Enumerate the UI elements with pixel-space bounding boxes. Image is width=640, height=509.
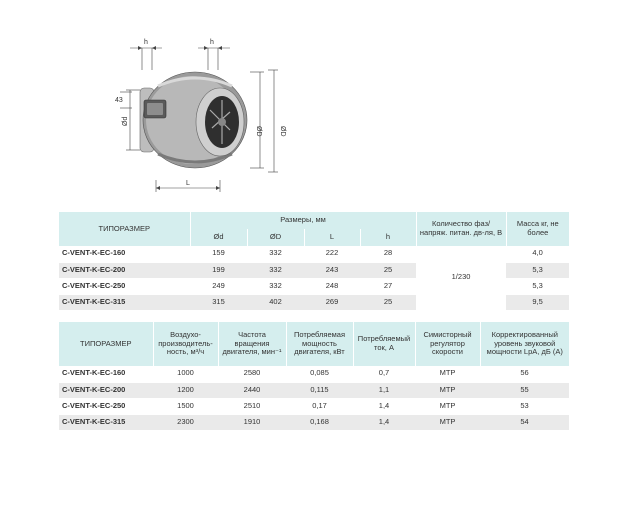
cell-mass: 5,3 bbox=[506, 262, 569, 278]
model-name: C-VENT-K-EC-315 bbox=[59, 414, 153, 430]
header-current: Потребляемый ток, А bbox=[353, 322, 415, 366]
model-name: C-VENT-K-EC-200 bbox=[59, 382, 153, 398]
subheader-D: ØD bbox=[247, 229, 304, 246]
cell-current: 1,4 bbox=[353, 414, 415, 430]
cell-mass: 5,3 bbox=[506, 278, 569, 294]
cell-regulator: MTP bbox=[415, 382, 480, 398]
subheader-d: Ød bbox=[190, 229, 247, 246]
cell-d: 199 bbox=[190, 262, 247, 278]
cell-L: 269 bbox=[304, 294, 360, 310]
cell-voltage: 1/230 bbox=[416, 246, 506, 310]
cell-regulator: MTP bbox=[415, 366, 480, 382]
fan-drawing bbox=[100, 30, 300, 200]
model-name: C-VENT-K-EC-250 bbox=[59, 398, 153, 414]
cell-airflow: 1000 bbox=[153, 366, 218, 382]
cell-d: 315 bbox=[190, 294, 247, 310]
subheader-L: L bbox=[304, 229, 360, 246]
fan-drawing-svg bbox=[100, 30, 300, 200]
header-rpm: Частота вращения двигателя, мин⁻¹ bbox=[218, 322, 286, 366]
header-power: Потребляемая мощность двигателя, кВт bbox=[286, 322, 353, 366]
cell-L: 248 bbox=[304, 278, 360, 294]
cell-airflow: 2300 bbox=[153, 414, 218, 430]
cell-L: 243 bbox=[304, 262, 360, 278]
cell-noise: 56 bbox=[480, 366, 569, 382]
header-mass: Масса кг, не более bbox=[506, 212, 569, 246]
cell-mass: 4,0 bbox=[506, 246, 569, 262]
cell-noise: 55 bbox=[480, 382, 569, 398]
header-type: ТИПОРАЗМЕР bbox=[59, 212, 190, 246]
table-row bbox=[59, 414, 569, 430]
cell-mass: 9,5 bbox=[506, 294, 569, 310]
model-name: C-VENT-K-EC-315 bbox=[59, 294, 190, 310]
cell-d: 249 bbox=[190, 278, 247, 294]
cell-rpm: 1910 bbox=[218, 414, 286, 430]
cell-h: 28 bbox=[360, 246, 416, 262]
cell-regulator: MTP bbox=[415, 398, 480, 414]
header-type: ТИПОРАЗМЕР bbox=[59, 322, 153, 366]
dim-h-left: h bbox=[144, 39, 148, 46]
cell-airflow: 1500 bbox=[153, 398, 218, 414]
header-sizes: Размеры, мм bbox=[190, 212, 416, 229]
header-phases: Количество фаз/ напряж. питан. дв-ля, В bbox=[416, 212, 506, 246]
cell-current: 1,1 bbox=[353, 382, 415, 398]
cell-D: 332 bbox=[247, 246, 304, 262]
cell-L: 222 bbox=[304, 246, 360, 262]
dimensions-table bbox=[59, 212, 569, 311]
cell-h: 27 bbox=[360, 278, 416, 294]
model-name: C-VENT-K-EC-160 bbox=[59, 366, 153, 382]
cell-power: 0,17 bbox=[286, 398, 353, 414]
model-name: C-VENT-K-EC-200 bbox=[59, 262, 190, 278]
cell-D: 332 bbox=[247, 278, 304, 294]
header-airflow: Воздухо-производитель-ность, м³/ч bbox=[153, 322, 218, 366]
cell-noise: 54 bbox=[480, 414, 569, 430]
cell-airflow: 1200 bbox=[153, 382, 218, 398]
table-row bbox=[59, 246, 569, 262]
cell-D: 402 bbox=[247, 294, 304, 310]
dim-43: 43 bbox=[115, 97, 123, 104]
cell-h: 25 bbox=[360, 262, 416, 278]
dim-length: L bbox=[186, 180, 190, 187]
cell-power: 0,168 bbox=[286, 414, 353, 430]
cell-d: 159 bbox=[190, 246, 247, 262]
cell-power: 0,115 bbox=[286, 382, 353, 398]
dim-d-big-right: ØD bbox=[279, 126, 286, 137]
cell-rpm: 2580 bbox=[218, 366, 286, 382]
cell-current: 1,4 bbox=[353, 398, 415, 414]
cell-rpm: 2510 bbox=[218, 398, 286, 414]
cell-h: 25 bbox=[360, 294, 416, 310]
cell-regulator: MTP bbox=[415, 414, 480, 430]
header-noise: Корректированный уровень звуковой мощности LpA, дБ (А) bbox=[480, 322, 569, 366]
dim-d-big: ØD bbox=[255, 126, 262, 137]
cell-D: 332 bbox=[247, 262, 304, 278]
header-regulator: Симисторный регулятор скорости bbox=[415, 322, 480, 366]
cell-rpm: 2440 bbox=[218, 382, 286, 398]
dim-h-right: h bbox=[210, 39, 214, 46]
table-row bbox=[59, 398, 569, 414]
cell-noise: 53 bbox=[480, 398, 569, 414]
model-name: C-VENT-K-EC-250 bbox=[59, 278, 190, 294]
cell-power: 0,085 bbox=[286, 366, 353, 382]
subheader-h: h bbox=[360, 229, 416, 246]
model-name: C-VENT-K-EC-160 bbox=[59, 246, 190, 262]
table-row bbox=[59, 366, 569, 382]
table-row bbox=[59, 382, 569, 398]
cell-current: 0,7 bbox=[353, 366, 415, 382]
performance-table bbox=[59, 322, 569, 431]
dim-d-small: Ød bbox=[122, 116, 129, 126]
